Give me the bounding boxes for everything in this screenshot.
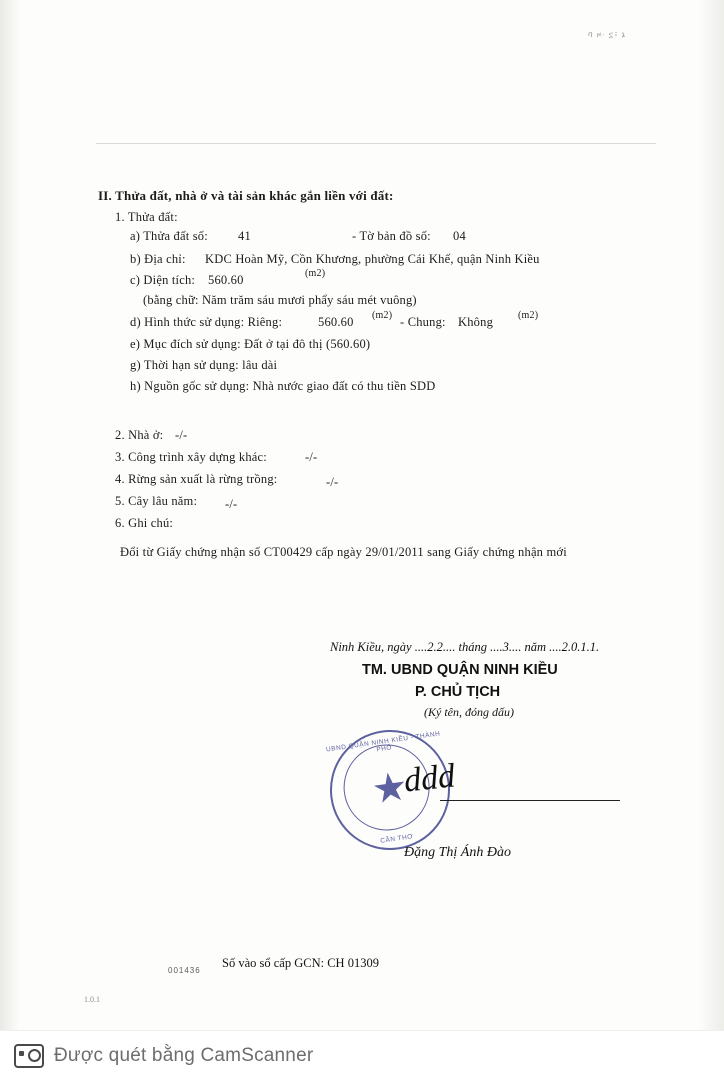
usage-private-unit: (m2) <box>372 310 393 321</box>
origin-of-use: h) Nguồn gốc sử dụng: Nhà nước giao đất có thu tiền SDD <box>130 379 436 393</box>
item-6-label: 6. Ghi chú: <box>115 516 174 530</box>
document-serial-number: 001436 <box>168 966 201 975</box>
scan-fold-line <box>96 143 656 144</box>
item-3-value: -/- <box>305 450 318 464</box>
area-label: c) Diện tích: <box>130 273 196 287</box>
usage-form-label: d) Hình thức sử dụng: Riêng: <box>130 315 283 329</box>
item-5-label: 5. Cây lâu năm: <box>115 494 198 508</box>
stamp-bottom-text: CẦN THƠ <box>379 833 414 845</box>
signature-authority: TM. UBND QUẬN NINH KIỀU <box>362 662 558 678</box>
item-5-value: -/- <box>225 497 238 511</box>
item-1-label: 1. Thửa đất: <box>115 210 178 224</box>
camscanner-logo-lens <box>28 1049 41 1062</box>
top-edge-marks: ባ ዞ∙ ኗ፣ ኔ <box>588 30 627 39</box>
signature-date-line: Ninh Kiều, ngày ....2.2.... tháng ....3.... năm ....2.0.1.1. <box>330 640 600 654</box>
register-number-text: Số vào sổ cấp GCN: CH 01309 <box>222 956 379 970</box>
stamp-star-emblem: ★ <box>368 763 411 813</box>
item-2-label: 2. Nhà ở: <box>115 428 164 442</box>
address-label: b) Địa chỉ: <box>130 252 186 266</box>
item-3-label: 3. Công trình xây dựng khác: <box>115 450 267 464</box>
camscanner-watermark-bar <box>0 1030 724 1080</box>
usage-shared-value: Không <box>458 315 494 329</box>
usage-private-value: 560.60 <box>318 315 354 329</box>
stamp-top-text: UBND QUẬN NINH KIỀU - THÀNH PHỐ <box>325 730 441 754</box>
camscanner-watermark-text: Được quét bằng CamScanner <box>54 1044 314 1066</box>
area-value: 560.60 <box>208 273 244 287</box>
signature-title: P. CHỦ TỊCH <box>415 684 501 700</box>
signature-hint: (Ký tên, đóng dấu) <box>424 705 514 719</box>
term-of-use: g) Thời hạn sử dụng: lâu dài <box>130 358 278 372</box>
area-in-words: (bằng chữ: Năm trăm sáu mươi phẩy sáu mét vuông) <box>143 293 417 307</box>
signer-name: Đặng Thị Ánh Đào <box>404 845 511 860</box>
area-unit: (m2) <box>305 268 326 279</box>
usage-shared-unit: (m2) <box>518 310 539 321</box>
parcel-number-label: a) Thửa đất số: <box>130 229 208 243</box>
item-4-value: -/- <box>326 475 339 489</box>
item-2-value: -/- <box>175 428 188 442</box>
usage-shared-label: - Chung: <box>400 315 446 329</box>
corner-scan-mark: 1.0.1 <box>84 995 100 1004</box>
section-heading: II. Thửa đất, nhà ở và tài sản khác gắn liền với đất: <box>98 188 394 203</box>
note-text: Đổi từ Giấy chứng nhận số CT00429 cấp ngày 29/01/2011 sang Giấy chứng nhận mới <box>120 545 567 559</box>
item-4-label: 4. Rừng sản xuất là rừng trồng: <box>115 472 278 486</box>
camscanner-logo-icon <box>14 1044 44 1068</box>
map-sheet-label: - Tờ bản đồ số: <box>352 229 431 243</box>
signature-underline <box>440 800 620 801</box>
map-sheet-value: 04 <box>453 229 466 243</box>
handwritten-signature: ddd <box>402 757 457 800</box>
purpose-of-use: e) Mục đích sử dụng: Đất ở tại đô thị (560.60) <box>130 337 371 351</box>
parcel-number-value: 41 <box>238 229 251 243</box>
address-value: KDC Hoàn Mỹ, Cồn Khương, phường Cái Khế, quận Ninh Kiều <box>205 252 540 266</box>
camscanner-logo-dot <box>19 1051 24 1056</box>
